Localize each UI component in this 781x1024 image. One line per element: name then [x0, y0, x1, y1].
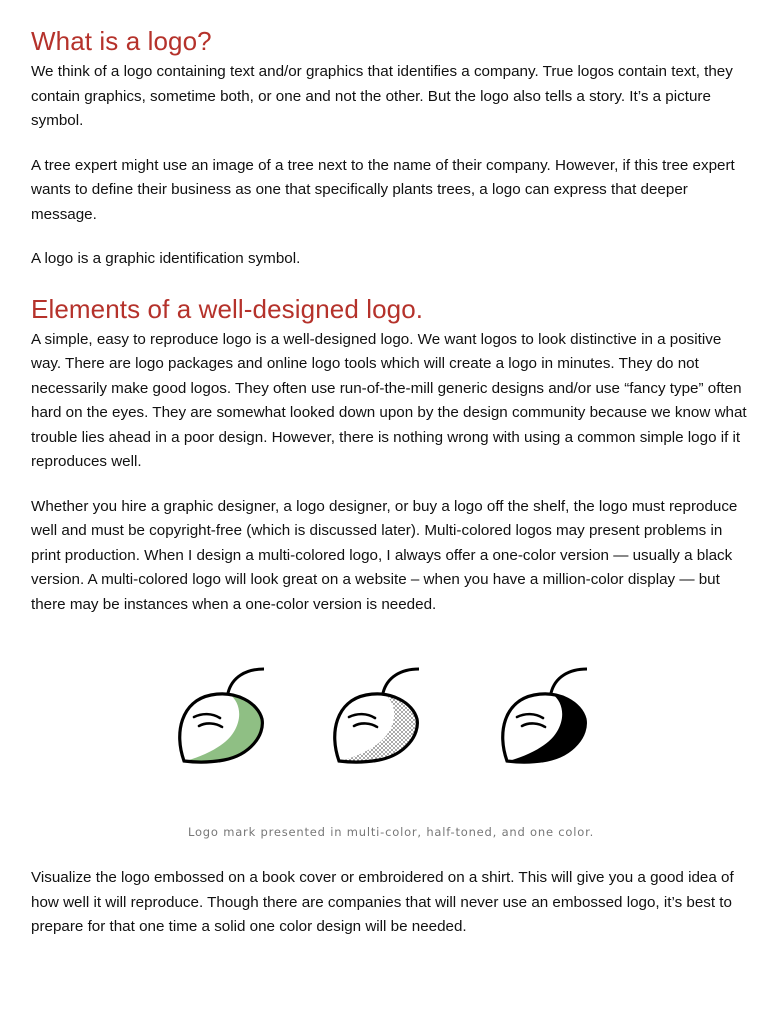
- leaf-onecolor-icon: [489, 663, 599, 773]
- document-page: [31, 24, 751, 960]
- paragraph-logo-definition: We think of a logo containing text and/or graphics that identifies a company. True logos contain text, they contain graphics, sometime both, or one and not the other. But the logo also tells a story. It’s a picture symbol.: [31, 63, 733, 129]
- paragraph-reproduce-well: Whether you hire a graphic designer, a logo designer, or buy a logo off the shelf, the logo must reproduce well and must be copyright-free (which is discussed later). Multi-colored logos may present problems in print production. When I design a multi-colored logo, I always offer a one-color version — usually a black version. A multi-colored logo will look great on a website – when you have a million-color display — but there may be instances when a one-color version is needed.: [31, 497, 738, 613]
- paragraph-simple-logo: A simple, easy to reproduce logo is a well-designed logo. We want logos to look distinctive in a positive way. There are logo packages and online logo tools which will create a logo in minutes. They do not necessarily make good logos. They often use run-of-the-mill generic designs and/or use “fancy type” often hard on the eyes. They are somewhat looked down upon by the design community because we know what trouble lies ahead in a poor design. However, there is nothing wrong with using a common simple logo if it reproduces well.: [31, 330, 747, 470]
- leaf-multicolor-icon: [166, 663, 276, 773]
- heading-elements-of-logo: Elements of a well-designed logo.: [31, 293, 424, 324]
- paragraph-embossed: Visualize the logo embossed on a book cover or embroidered on a shirt. This will give you a good idea of how well it will reproduce. Though there are companies that will never use an embossed logo, it’s best to prepare for that one time a solid one color design will be needed.: [31, 869, 734, 935]
- paragraph-tree-expert: A tree expert might use an image of a tree next to the name of their company. However, if this tree expert wants to define their business as one that specifically plants trees, a logo can express that deeper message.: [31, 156, 735, 223]
- figure-caption: Logo mark presented in multi-color, half-toned, and one color.: [187, 825, 595, 839]
- logo-figure: [31, 663, 751, 813]
- heading-what-is-a-logo: What is a logo?: [31, 26, 212, 56]
- leaf-halftone-icon: [321, 663, 431, 773]
- paragraph-graphic-symbol: A logo is a graphic identification symbol.: [31, 250, 301, 267]
